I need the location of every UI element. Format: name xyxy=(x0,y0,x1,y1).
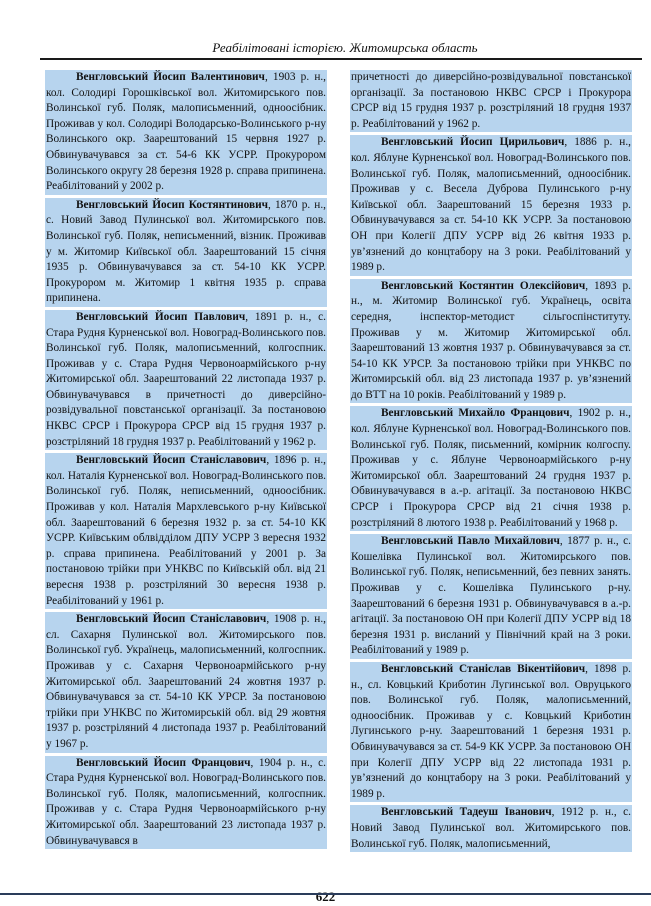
biography-entry xyxy=(45,453,327,609)
biography-entry xyxy=(350,805,632,852)
entry-text: , 1893 р. н., м. Житомир Волинської губ. Українець, освіта середня, інспектор-методист сільгоспінституту. Проживав у м. Житомир Житомирської обл. Заарештований 13 жовтня 1937 р. Обвинувачувався за ст. 54-10 КК УРСР. За постановою трійки при УНКВС по Житомирській обл. від 23 листопада 1937 р. ув’язнений до ВТТ на 10 років. Реабілітований у 1989 р. xyxy=(351,279,631,401)
right-column xyxy=(350,70,632,855)
biography-entry xyxy=(350,534,632,659)
entry-text: , 1898 р. н., сл. Ковцький Криботин Лугинської вол. Овруцького пов. Волинської губ. Поляк, малописьменний, одноосібник. Проживав у с. Ковцький Криботин Лугинського р-ну. Заарештований 1 березня 1931 р. Обвинувачувався за ст. 54-9 КК УСРР. За постановою ОН при Колегії ДПУ УСРР від 22 листопада 1931 р. ув’язнений до концтабору на 3 роки. Реабілітований у 1989 р. xyxy=(351,662,631,800)
entry-text: , 1877 р. н., с. Кошелівка Пулинської вол. Житомирського пов. Волинської губ. Поляк, неписьменний, без певних занять. Проживав у с. Кошелівка Пулинського р-ну. Заарештований 6 березня 1931 р. Обвинувачувався в а.-р. агітації. За постановою ОН при Колегії ДПУ УСРР від 18 березня 1931 р. висланий у Північний край на 3 роки. Реабілітований у 1989 р. xyxy=(351,535,631,657)
entry-text: , 1891 р. н., с. Стара Рудня Курненської вол. Новоград-Волинського пов. Волинської губ. Поляк, малописьменний, колгоспник. Проживав у с. Стара Рудня Червоноармійського р-ну Житомирської обл. Заарештований 22 листопада 1937 р. Обвинувачувався в причетності до диверсійно-розвідувальної повстанської організації. За постановою НКВС СРСР і Прокурора СРСР від 15 грудня 1937 р. розстріляний 18 грудня 1937 р. Реабілітований у 1962 р. xyxy=(46,310,326,448)
left-column xyxy=(45,70,327,852)
entry-text: , 1886 р. н., кол. Яблуне Курненської вол. Новоград-Волинського пов. Волинської губ. Поляк, малописьменний, одноосібник. Проживав у с. Весела Дуброва Пулинського р-ну Київської обл. Заарештований 15 березня 1933 р. Обвинувачувався за ст. 54-10 КК УСРР. За постановою ОН при Колегії ДПУ УСРР від 26 квітня 1933 р. ув’язнений до концтабору на 3 роки. Реабілітований у 1989 р. xyxy=(351,136,632,274)
biography-entry xyxy=(350,279,632,404)
entry-text: , 1896 р. н., кол. Наталія Курненської вол. Новоград-Волинського пов. Волинської губ. Поляк, неписьменний, одноосібник. Проживав у кол. Наталія Мархлевського р-ну Київської обл. Заарештований 6 березня 1932 р. за ст. 54-10 КК УСРР. Київським облвідділом ДПУ УСРР 3 вересня 1932 р. справа припинена. Реабілітований у 2001 р. За постановою трійки при УНКВС по Київській обл. від 21 вересня 1938 р. розстріляний 30 вересня 1938 р. Реабілітований у 1961 р. xyxy=(46,454,326,607)
person-name: Венгловський Йосип Цирильович xyxy=(381,136,565,149)
person-name: Венгловський Йосип Костянтинович xyxy=(76,198,269,211)
person-name: Венгловський Йосип Францович xyxy=(76,756,251,769)
biography-entry xyxy=(45,310,327,450)
biography-entry xyxy=(45,70,327,195)
bottom-rule xyxy=(0,893,651,895)
running-header: Реабілітовані історією. Житомирська область xyxy=(212,40,478,55)
person-name: Венгловський Павло Михайлович xyxy=(381,535,560,548)
person-name: Венгловський Йосип Павлович xyxy=(76,310,246,323)
entry-text: , 1904 р. н., с. Стара Рудня Курненської вол. Новоград-Волинського пов. Волинської губ. Поляк, малописьменний, колгоспник. Проживав у с. Стара Рудня Червоноармійського р-ну Житомирської обл. Заарештований 23 листопада 1937 р. Обвинувачувався в xyxy=(46,756,326,847)
biography-entry xyxy=(45,612,327,752)
biography-entry xyxy=(350,135,632,275)
entry-text: , 1912 р. н., с. Новий Завод Пулинської вол. Житомирського пов. Волинської губ. Поляк, малописьменний, xyxy=(351,806,631,850)
page-number: 622 xyxy=(315,889,336,904)
entry-text: , 1902 р. н., кол. Яблуне Курненської вол. Новоград-Волинського пов. Волинської губ. Поляк, письменний, комірник колгоспу. Проживав у с. Яблуне Червоноармійського р-ну Житомирської обл. Заарештований 24 грудня 1937 р. Обвинувачувався в а.-р. агітації. За постановою НКВС СРСР і Прокурора СРСР від 21 січня 1938 р. розстріляний 8 лютого 1938 р. Реабілітований у 1968 р. xyxy=(351,407,631,529)
entry-text: , 1870 р. н., с. Новий Завод Пулинської вол. Житомирського пов. Волинської губ. Поляк, неписьменний, візник. Проживав у м. Житомир Київської обл. Заарештований 15 січня 1935 р. Обвинувачувався за ст. 54-10 КК УСРР. Прокурором м. Житомир 1 квітня 1935 р. справа припинена. xyxy=(46,198,326,305)
person-name: Венгловський Йосип Валентинович xyxy=(76,71,265,83)
entry-continuation: причетності до диверсійно-розвідувальної повстанської організації. За постановою НКВС СРСР і Прокурора СРСР від 15 грудня 1937 р. розстріляний 18 грудня 1937 р. Реабілітований у 1962 р. xyxy=(350,70,632,132)
entry-text: , 1908 р. н., сл. Сахарня Пулинської вол. Житомирського пов. Волинської губ. Українець, малописьменний, колгоспник. Проживав у с. Сахарня Червоноармійського р-ну Житомирської обл. Заарештований 24 жовтня 1937 р. Обвинувачувався за ст. 54-10 КК УРСР. За постановою трійки при УНКВС по Житомирській обл. від 29 жовтня 1937 р. розстріляний 4 листопада 1937 р. Реабілітований у 1967 р. xyxy=(46,613,326,750)
person-name: Венгловський Тадеуш Іванович xyxy=(381,806,552,819)
biography-entry xyxy=(45,198,327,307)
biography-entry xyxy=(350,406,632,531)
person-name: Венгловський Михайло Францович xyxy=(381,407,570,420)
person-name: Венгловський Станіслав Вікентійович xyxy=(381,662,586,675)
entry-text: , 1903 р. н., кол. Солодирі Горошківської вол. Житомирського пов. Волинської губ. Поляк, малописьменний, одноосібник. Проживав у кол. Солодирі Володарсько-Волинського р-ну Волинського окр. Заарештований 15 червня 1927 р. Обвинувачувався за ст. 54-6 КК УСРР. Прокурором Волинського округу 28 березня 1928 р. справа припинена. Реабілітований у 2002 р. xyxy=(46,71,327,193)
header-rule xyxy=(40,58,642,60)
person-name: Венгловський Йосип Станіславович xyxy=(76,613,267,626)
biography-entry xyxy=(45,756,327,850)
person-name: Венгловський Костянтин Олексійович xyxy=(381,279,586,292)
person-name: Венгловський Йосип Станіславович xyxy=(76,454,267,467)
biography-entry xyxy=(350,662,632,802)
